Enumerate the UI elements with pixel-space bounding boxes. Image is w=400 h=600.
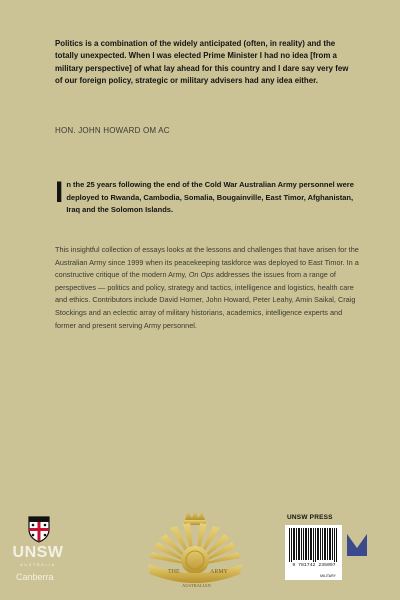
blurb-text-2: addresses the issues from a range of perspectives — politics and policy, strategy and tactics, intelligence and logistics, health care and ethics. Contributors include David Horner, John Howard, Peter Leahy, Amin Saikal, Craig Stockings and an eclectic array of military historians, academics, intelligence experts and former and present serving Army personnel. bbox=[55, 270, 356, 330]
unsw-crest-icon bbox=[27, 515, 51, 543]
book-category: MILITARY bbox=[320, 574, 336, 578]
badge-text-bottom: AUSTRALIAN bbox=[182, 583, 211, 588]
publisher-name: UNSW PRESS bbox=[287, 514, 333, 521]
barcode-icon bbox=[285, 528, 342, 564]
badge-text-left: THE bbox=[168, 569, 180, 575]
drop-cap: I bbox=[55, 176, 64, 209]
badge-text-right: ARMY bbox=[210, 569, 229, 575]
university-country: AUSTRALIA bbox=[20, 562, 56, 567]
book-title: On Ops bbox=[188, 270, 214, 280]
blurb-paragraph bbox=[55, 244, 365, 332]
lead-paragraph bbox=[55, 176, 360, 217]
pull-quote: Politics is a combination of the widely anticipated (often, in reality) and the totally unexpected. When I was elected Prime Minister I had no idea [from a military perspective] of what lay ahead for this country and I dare say very few of our foreign policy, strategic or military advisers had any idea either. bbox=[55, 39, 349, 86]
publisher-mark-icon bbox=[347, 532, 367, 558]
quote-attribution: HON. JOHN HOWARD OM AC bbox=[55, 126, 170, 135]
army-rising-sun-badge bbox=[140, 508, 250, 598]
campus-name: Canberra bbox=[16, 572, 54, 582]
lead-text: n the 25 years following the end of the Cold War Australian Army personnel were deployed to Rwanda, Cambodia, Somalia, Bougainville, East Timor, Afghanistan, Iraq and the Solomon Islands. bbox=[66, 180, 354, 215]
blurb-text-1: This insightful collection of essays looks at the lessons and challenges that have arisen for the Australian Army since 1999 when its peacekeeping taskforce was deployed to East Timor. In a constructive critique of the modern Army, bbox=[55, 245, 359, 280]
university-logotype: UNSW bbox=[12, 544, 64, 561]
barcode-panel bbox=[285, 525, 342, 580]
isbn-number: 9 781742 235097 bbox=[292, 563, 336, 568]
